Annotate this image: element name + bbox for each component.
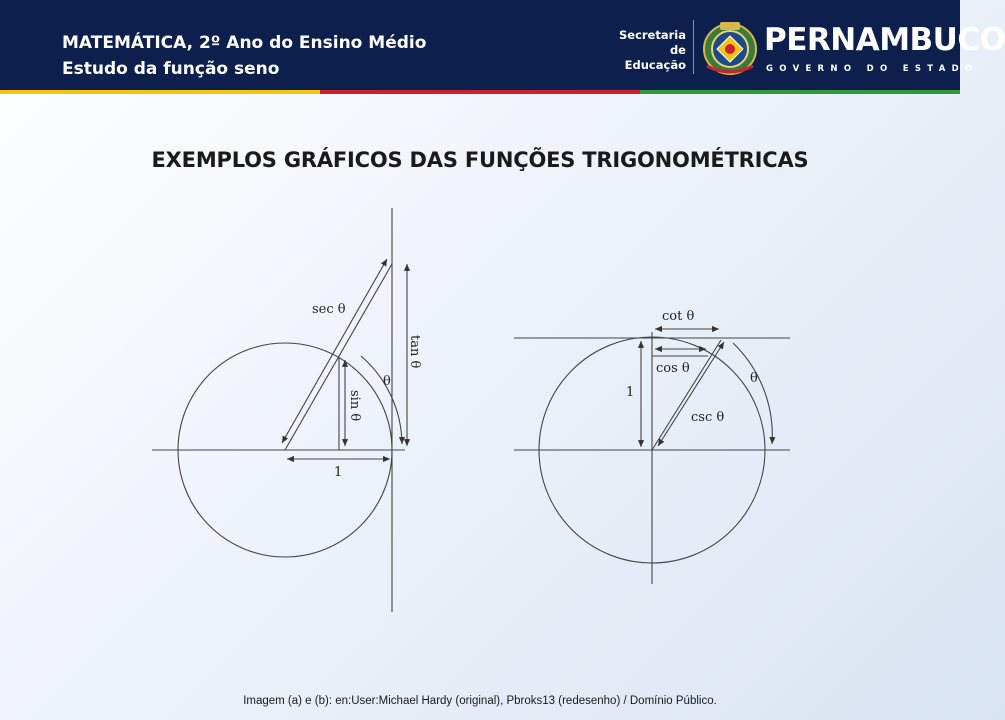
department-line-2: Educação	[624, 58, 686, 72]
sec-arrow-a	[282, 259, 387, 443]
diagram-a	[152, 208, 407, 612]
brand-name: PERNAMBUCO	[764, 22, 1005, 58]
diagram-b	[514, 329, 790, 584]
csc-arrow-b	[658, 342, 724, 446]
theta-arc-b	[733, 343, 772, 444]
csc-label: csc θ	[691, 410, 725, 425]
sin-label: sin θ	[347, 390, 362, 422]
tan-label: tan θ	[407, 335, 422, 369]
brand-subtitle: GOVERNO DO ESTADO	[766, 64, 979, 74]
course-line: MATEMÁTICA, 2º Ano do Ensino Médio	[62, 33, 427, 53]
diagram-a-labels	[312, 302, 422, 480]
cot-label: cot θ	[662, 309, 695, 324]
diagram-b-labels	[626, 309, 758, 425]
theta-label-a: θ	[383, 374, 391, 389]
unit-label-b: 1	[626, 385, 635, 400]
department-line-1: Secretaria de	[618, 28, 686, 57]
unit-label-a: 1	[334, 465, 343, 480]
sec-label: sec θ	[312, 302, 346, 317]
cos-label: cos θ	[656, 361, 690, 376]
theta-label-b: θ	[750, 371, 758, 386]
image-credit-caption: Imagem (a) e (b): en:User:Michael Hardy (original), Pbroks13 (redesenho) / Domínio Público.	[243, 695, 717, 707]
topic-line: Estudo da função seno	[62, 59, 280, 79]
page-title: EXEMPLOS GRÁFICOS DAS FUNÇÕES TRIGONOMÉTRICAS	[151, 148, 809, 172]
theta-arc-a	[361, 356, 402, 444]
